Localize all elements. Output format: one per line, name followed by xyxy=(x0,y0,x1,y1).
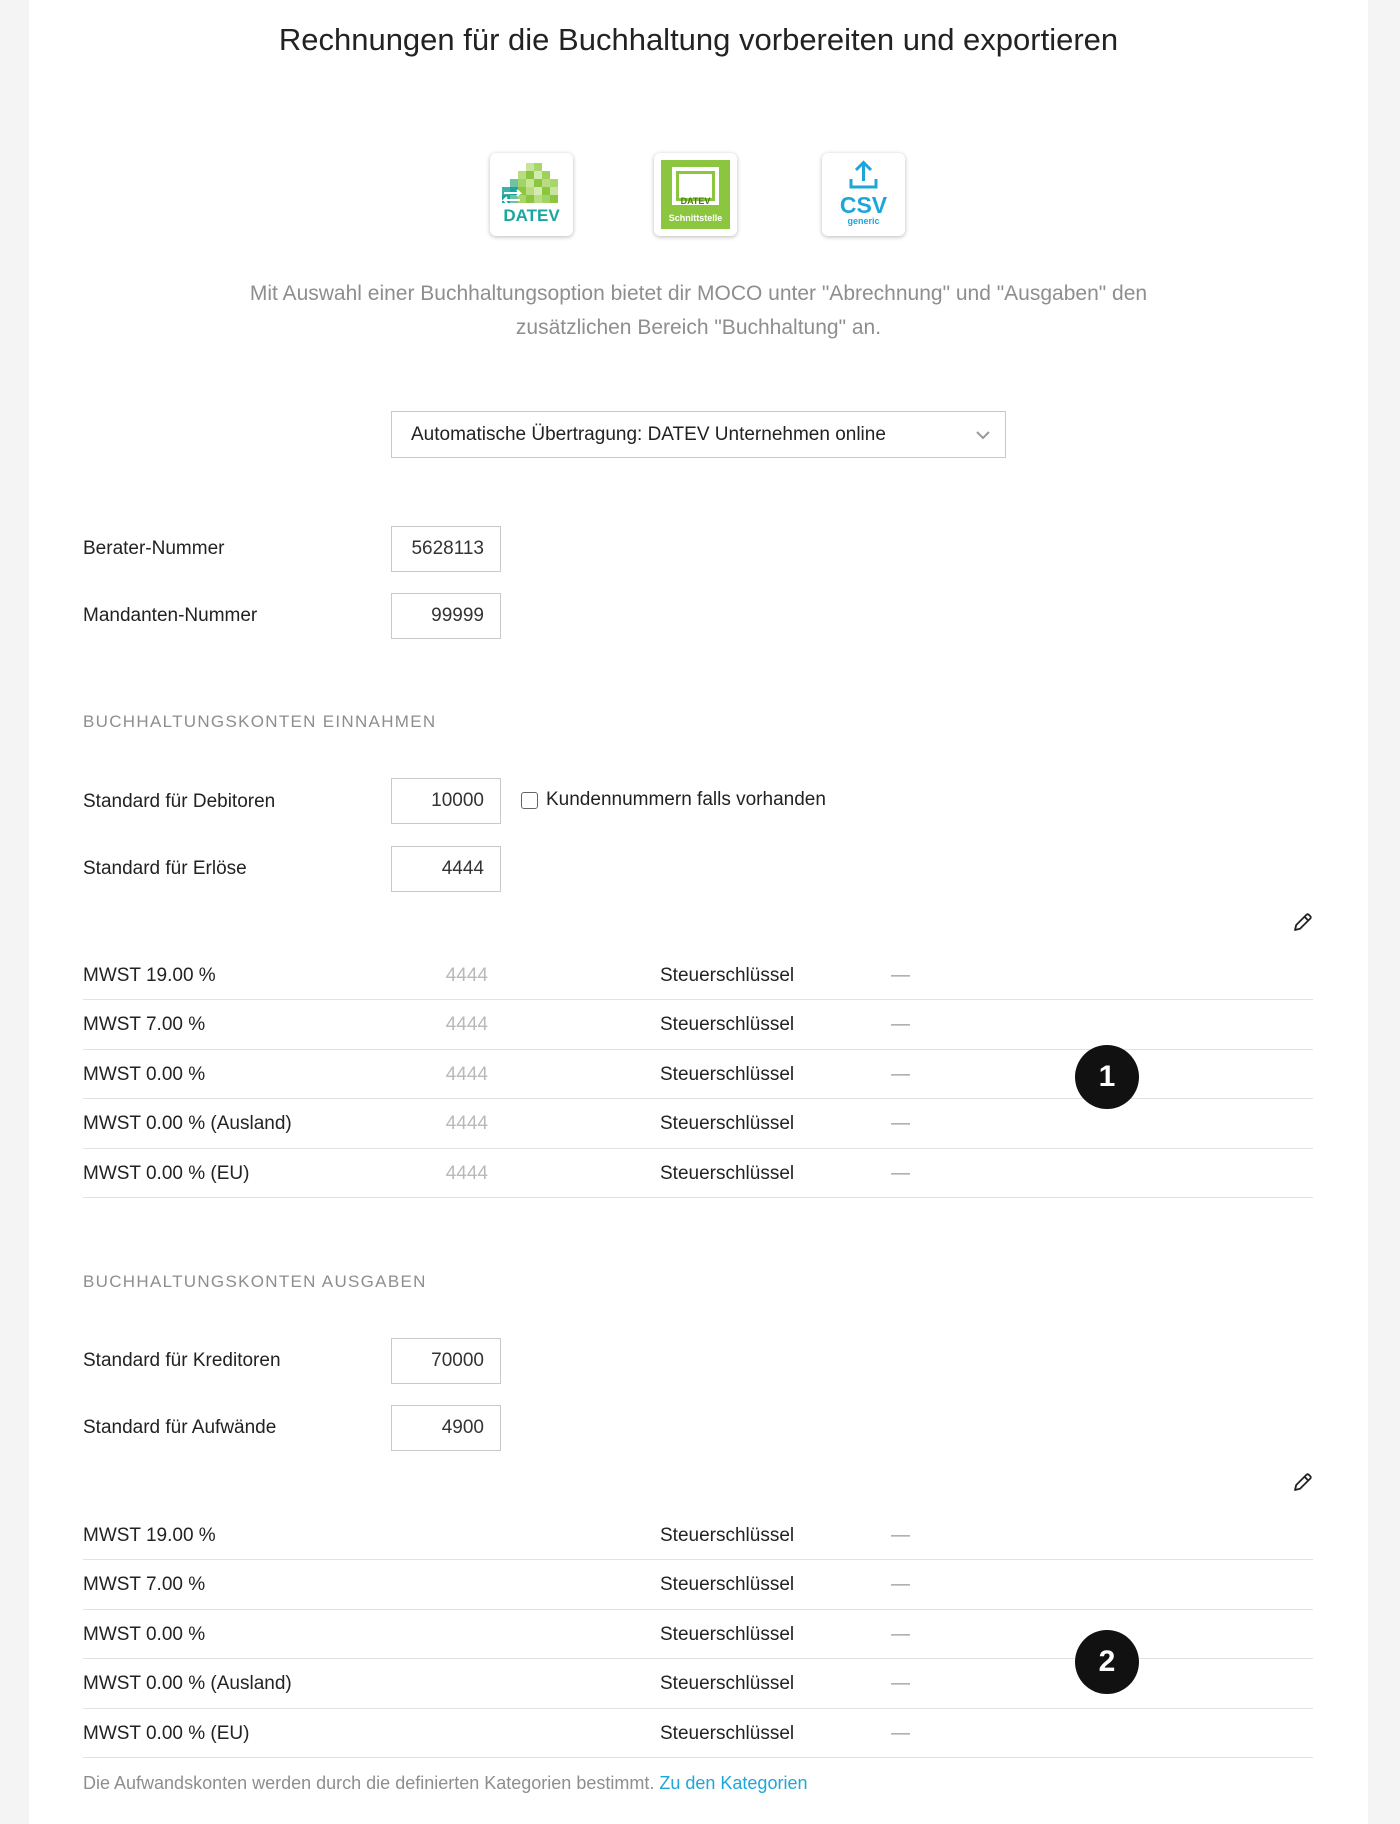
export-option-select[interactable] xyxy=(391,411,1006,458)
kundennummern-checkbox-row[interactable] xyxy=(521,789,826,811)
tax-key-label: Steuerschlüssel xyxy=(660,965,795,986)
svg-text:CSV: CSV xyxy=(839,192,888,218)
tax-account: 4444 xyxy=(445,1162,488,1184)
aufwaende-input[interactable] xyxy=(391,1405,501,1451)
page-title: Rechnungen für die Buchhaltung vorbereiten und exportieren xyxy=(278,22,1119,57)
table-row xyxy=(83,1560,1313,1609)
tax-rate: MWST 19.00 % xyxy=(83,965,216,986)
debitoren-label: Standard für Debitoren xyxy=(83,791,276,812)
tax-key-value: — xyxy=(891,1162,910,1184)
intro-text xyxy=(209,277,1188,345)
kreditoren-label: Standard für Kreditoren xyxy=(83,1350,281,1371)
callout-badge-1: 1 xyxy=(1075,1045,1139,1109)
svg-text:DATEV: DATEV xyxy=(503,206,560,225)
debitoren-input[interactable] xyxy=(391,778,501,824)
kundennummern-label: Kundennummern falls vorhanden xyxy=(546,789,826,810)
tax-key-label: Steuerschlüssel xyxy=(660,1673,795,1695)
mandanten-nummer-input[interactable] xyxy=(391,593,501,639)
table-row xyxy=(83,1149,1313,1198)
export-option-value: Automatische Übertragung: DATEV Unternehmen online xyxy=(411,424,886,445)
tax-rate: MWST 7.00 % xyxy=(83,1014,206,1036)
income-section-heading: BUCHHALTUNGSKONTEN EINNAHMEN xyxy=(83,712,437,731)
berater-nummer-label: Berater-Nummer xyxy=(83,538,225,559)
tax-key-label: Steuerschlüssel xyxy=(660,1525,795,1546)
tax-key-label: Steuerschlüssel xyxy=(660,1014,795,1036)
tax-key-value: — xyxy=(891,1722,910,1744)
table-row xyxy=(83,951,1313,1000)
table-row xyxy=(83,1709,1313,1758)
datev-schnittstelle-icon xyxy=(654,153,737,236)
tax-key-label: Steuerschlüssel xyxy=(660,1063,795,1085)
footer-note-text: Die Aufwandskonten werden durch die definierten Kategorien bestimmt. xyxy=(83,1773,655,1793)
tax-rate: MWST 0.00 % (Ausland) xyxy=(83,1673,292,1695)
tax-key-value: — xyxy=(891,1113,910,1135)
chevron-down-icon xyxy=(975,427,991,443)
tax-rate: MWST 7.00 % xyxy=(83,1574,206,1596)
categories-link[interactable]: Zu den Kategorien xyxy=(659,1773,808,1793)
tax-key-value: — xyxy=(891,1525,910,1546)
tax-account: 4444 xyxy=(445,965,488,986)
intro-line-2: zusätzlichen Bereich "Buchhaltung" an. xyxy=(515,316,882,339)
csv-generic-icon xyxy=(822,153,905,236)
tax-key-label: Steuerschlüssel xyxy=(660,1162,795,1184)
tax-key-label: Steuerschlüssel xyxy=(660,1623,795,1645)
tax-rate: MWST 0.00 % (EU) xyxy=(83,1722,250,1744)
tax-key-value: — xyxy=(891,1574,910,1596)
kreditoren-input[interactable] xyxy=(391,1338,501,1384)
tax-key-value: — xyxy=(891,965,910,986)
expenses-section-heading: BUCHHALTUNGSKONTEN AUSGABEN xyxy=(83,1272,427,1291)
tax-rate: MWST 0.00 % (EU) xyxy=(83,1162,250,1184)
tax-key-value: — xyxy=(891,1673,910,1695)
erloese-input[interactable] xyxy=(391,846,501,892)
svg-text:DATEV: DATEV xyxy=(680,196,711,206)
callout-badge-2: 2 xyxy=(1075,1630,1139,1694)
svg-text:generic: generic xyxy=(847,216,880,226)
tax-rate: MWST 0.00 % xyxy=(83,1623,206,1645)
settings-panel xyxy=(29,0,1368,1824)
kundennummern-checkbox[interactable] xyxy=(521,792,538,809)
erloese-label: Standard für Erlöse xyxy=(83,858,247,879)
mandanten-nummer-label: Mandanten-Nummer xyxy=(83,605,258,626)
edit-expenses-pencil-icon[interactable] xyxy=(1291,1470,1315,1494)
datev-cloud-icon xyxy=(490,153,573,236)
tax-rate: MWST 19.00 % xyxy=(83,1525,216,1546)
tax-rate: MWST 0.00 % xyxy=(83,1063,206,1085)
tax-key-value: — xyxy=(891,1014,910,1036)
tax-account: 4444 xyxy=(445,1113,488,1135)
csv-generic-option[interactable] xyxy=(822,153,905,236)
expenses-tax-table xyxy=(83,1511,1313,1758)
tax-account: 4444 xyxy=(445,1063,488,1085)
table-row xyxy=(83,1099,1313,1148)
edit-income-pencil-icon[interactable] xyxy=(1291,910,1315,934)
datev-schnittstelle-option[interactable] xyxy=(654,153,737,236)
tax-account: 4444 xyxy=(445,1014,488,1036)
tax-key-label: Steuerschlüssel xyxy=(660,1574,795,1596)
tax-key-value: — xyxy=(891,1063,910,1085)
intro-line-1: Mit Auswahl einer Buchhaltungsoption bietet dir MOCO unter "Abrechnung" und "Ausgaben" den xyxy=(249,282,1148,305)
aufwaende-label: Standard für Aufwände xyxy=(83,1417,277,1438)
tax-rate: MWST 0.00 % (Ausland) xyxy=(83,1113,292,1135)
svg-text:Schnittstelle: Schnittstelle xyxy=(668,213,723,223)
tax-key-value: — xyxy=(891,1623,910,1645)
table-row xyxy=(83,1511,1313,1560)
expenses-footer-note xyxy=(83,1773,807,1794)
table-row xyxy=(83,1000,1313,1049)
tax-key-label: Steuerschlüssel xyxy=(660,1113,795,1135)
tax-key-label: Steuerschlüssel xyxy=(660,1722,795,1744)
datev-cloud-option[interactable] xyxy=(490,153,573,236)
berater-nummer-input[interactable] xyxy=(391,526,501,572)
